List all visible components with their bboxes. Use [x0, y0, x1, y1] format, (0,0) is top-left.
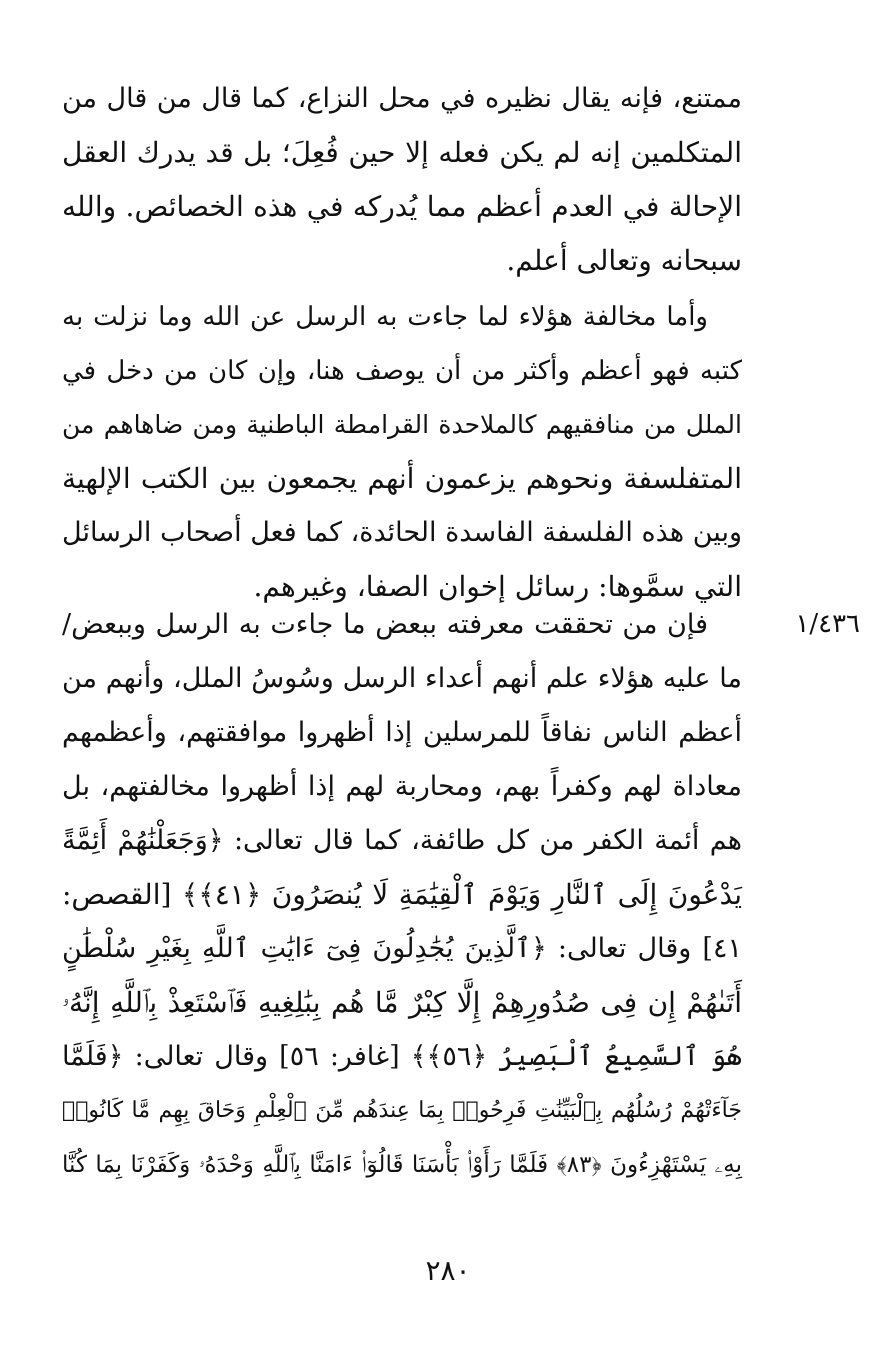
text-line: كتبه فهو أعظم وأكثر من أن يوصف هنا، وإن كان من دخل في [62, 356, 742, 386]
text-line: أعظم الناس نفاقاً للمرسلين إذا أظهروا موافقتهم، وأعظمهم [62, 717, 742, 748]
text-line: وأما مخالفة هؤلاء لما جاءت به الرسل عن الله وما نزلت به [62, 302, 708, 332]
text-line: سبحانه وتعالى أعلم. [506, 244, 742, 277]
text-line: التي سمَّوها: رسائل إخوان الصفا، وغيرهم. [253, 570, 742, 603]
quran-verse-line: أَتَىٰهُمْ إِن فِى صُدُورِهِمْ إِلَّا كِبْرٌ مَّا هُم بِبَٰلِغِيهِ فَٱسْتَعِذْ بِٱللَّهِ إِنَّهُۥ [62, 986, 742, 1019]
text-line: هم أئمة الكفر من كل طائفة، كما قال تعالى: ﴿وَجَعَلْنَٰهُمْ أَئِمَّةً [62, 825, 742, 856]
text-line: فإن من تحققت معرفته ببعض ما جاءت به الرسل وببعض/ [62, 609, 708, 640]
quran-verse-line: بِهِۦ يَسْتَهْزِءُونَ ﴿٨٣﴾ فَلَمَّا رَأَوْا۟ بَأْسَنَا قَالُوٓا۟ ءَامَنَّا بِٱللَّهِ وَحْدَهُۥ وَكَفَرْنَا بِمَا كُنَّا [62, 1152, 743, 1178]
quran-verse-line: يَدْعُونَ إِلَى ٱلنَّارِ وَيَوْمَ ٱلْقِيَٰمَةِ لَا يُنصَرُونَ ﴿٤١﴾﴾ [القصص: [62, 878, 742, 911]
text-line: وبين هذه الفلسفة الفاسدة الحائدة، كما فعل أصحاب الرسائل [62, 517, 742, 548]
paragraph-2 [62, 290, 742, 614]
text-line: ما عليه هؤلاء علم أنهم أعداء الرسل وسُوسُ الملل، وأنهم من [62, 663, 742, 694]
text-line: الملل من منافقيهم كالملاحدة القرامطة الباطنية ومن ضاهاهم من [62, 410, 742, 439]
paragraph-3 [62, 598, 742, 1192]
margin-volume-page-reference: ١/٤٣٦ [795, 609, 860, 639]
text-line: الإحالة في العدم أعظم مما يُدركه في هذه الخصائص. والله [62, 190, 742, 223]
quran-verse-line: هُوَ ٱلسَّمِيعُ ٱلْبَصِيرُ ﴿٥٦﴾﴾ [غافر: ٥٦] وقال تعالى: ﴿فَلَمَّا [62, 1041, 742, 1072]
quran-verse-line: ٤١] وقال تعالى: ﴿ٱلَّذِينَ يُجَٰدِلُونَ فِىٓ ءَايَٰتِ ٱللَّهِ بِغَيْرِ سُلْطَٰنٍ [62, 933, 742, 964]
text-line: معاداة لهم وكفراً بهم، ومحاربة لهم إذا أظهروا مخالفتهم، بل [62, 771, 742, 802]
text-line: المتكلمين إنه لم يكن فعله إلا حين فُعِلَ؛ بل قد يدرك العقل [62, 136, 742, 169]
quran-verse-line: جَآءَتْهُمْ رُسُلُهُم بِٱلْبَيِّنَٰتِ فَرِحُوا۟ بِمَا عِندَهُم مِّنَ ٱلْعِلْمِ وَحَاقَ بِهِم مَّا كَانُوا۟ [62, 1098, 742, 1123]
text-line: ممتنع، فإنه يقال نظيره في محل النزاع، كما قال من قال من [62, 83, 742, 114]
text-line: المتفلسفة ونحوهم يزعمون أنهم يجمعون بين الكتب الإلهية [62, 462, 742, 495]
paragraph-1 [62, 72, 742, 288]
page-number: ٢٨٠ [425, 1254, 471, 1287]
